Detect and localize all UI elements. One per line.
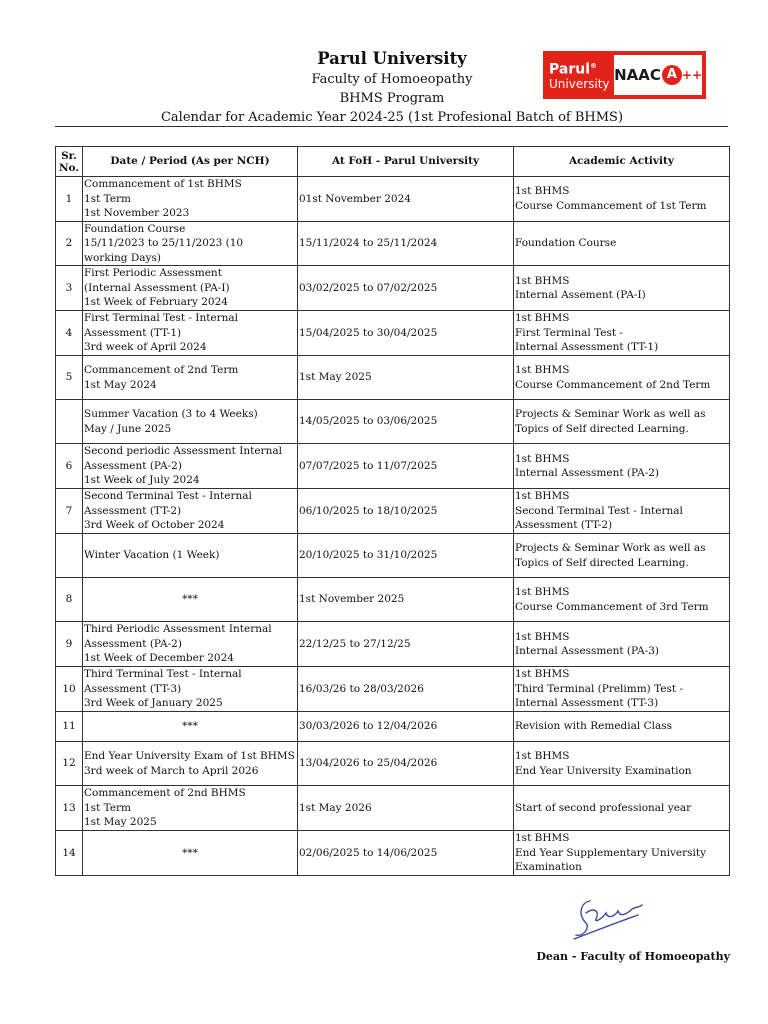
parul-naac-logo	[543, 51, 706, 99]
cell-foh: 13/04/2026 to 25/04/2026	[298, 742, 514, 786]
cell-period-line: End Year University Exam of 1st BHMS	[84, 750, 295, 762]
logo-registered: ®	[590, 61, 598, 70]
cell-period-line: Third Terminal Test - Internal	[84, 668, 242, 681]
cell-activity	[514, 444, 730, 489]
cell-activity-line: Course Commancement of 1st Term	[515, 199, 707, 212]
cell-period	[83, 786, 298, 831]
cell-activity-line: Internal Assessment (TT-1)	[515, 341, 659, 354]
cell-activity-line: Internal Assessment (TT-3)	[515, 697, 659, 710]
cell-period-line: Assessment (PA-2)	[84, 637, 182, 650]
cell-activity-line: 1st BHMS	[515, 586, 570, 598]
cell-activity	[514, 400, 730, 444]
cell-foh: 01st November 2024	[298, 177, 514, 222]
cell-activity	[514, 311, 730, 356]
cell-period-line: First Periodic Assessment	[84, 267, 222, 280]
cell-activity-line: Revision with Remedial Class	[515, 720, 672, 733]
cell-period	[83, 742, 298, 786]
cell-foh: 22/12/25 to 27/12/25	[298, 622, 514, 667]
cell-period-line: Commancement of 2nd BHMS	[84, 787, 246, 800]
cell-period-line: 3rd week of April 2024	[84, 341, 207, 354]
cell-activity-line: Course Commancement of 3rd Term	[515, 600, 709, 613]
cell-activity-line: Projects & Seminar Work as well as	[515, 408, 706, 420]
cell-foh: 16/03/26 to 28/03/2026	[298, 667, 514, 712]
cell-foh: 20/10/2025 to 31/10/2025	[298, 534, 514, 578]
logo-naac: NAAC	[614, 66, 661, 84]
cell-period	[83, 622, 298, 667]
cell-period-line: 1st Week of December 2024	[84, 652, 234, 665]
cell-foh: 03/02/2025 to 07/02/2025	[298, 266, 514, 311]
cell-period-line: 15/11/2023 to 25/11/2023 (10	[84, 237, 244, 249]
cell-activity	[514, 786, 730, 831]
table-row	[56, 400, 730, 444]
table-row	[56, 667, 730, 712]
cell-foh: 06/10/2025 to 18/10/2025	[298, 489, 514, 534]
cell-activity-line: 1st BHMS	[515, 750, 570, 762]
cell-sr: 9	[56, 622, 83, 667]
cell-period-line: ***	[182, 846, 198, 859]
cell-period	[83, 400, 298, 444]
header-divider	[55, 126, 728, 127]
table-row	[56, 356, 730, 400]
cell-foh: 1st May 2026	[298, 786, 514, 831]
logo-grade: A	[662, 65, 682, 85]
cell-activity	[514, 221, 730, 266]
cell-period-line: 1st Week of February 2024	[84, 296, 228, 309]
cell-period-line: Second Terminal Test - Internal	[84, 490, 252, 503]
cell-period-line: ***	[182, 720, 198, 733]
logo-brand: Parul	[549, 61, 591, 78]
cell-activity-line: Second Terminal Test - Internal	[515, 504, 683, 517]
cell-sr: 7	[56, 489, 83, 534]
cell-period-line: First Terminal Test - Internal	[84, 312, 239, 325]
cell-period	[83, 266, 298, 311]
cell-period	[83, 667, 298, 712]
table-row	[56, 444, 730, 489]
cell-activity-line: Internal Assement (PA-I)	[515, 289, 646, 301]
cell-activity-line: 1st BHMS	[515, 490, 570, 503]
cell-activity-line: 1st BHMS	[515, 312, 570, 325]
cell-period-line: May / June 2025	[84, 422, 172, 435]
cell-activity	[514, 266, 730, 311]
cell-activity-line: Projects & Seminar Work as well as	[515, 542, 706, 554]
cell-period-line: 3rd Week of October 2024	[84, 519, 225, 532]
cell-period-line: Winter Vacation (1 Week)	[84, 549, 220, 562]
cell-period-line: ***	[182, 593, 198, 606]
table-row	[56, 742, 730, 786]
column-header-activity: Academic Activity	[514, 147, 730, 177]
cell-activity-line: 1st BHMS	[515, 452, 570, 465]
cell-sr: 1	[56, 177, 83, 222]
table-row	[56, 831, 730, 876]
table-row	[56, 266, 730, 311]
cell-foh: 02/06/2025 to 14/06/2025	[298, 831, 514, 876]
cell-foh: 1st May 2025	[298, 356, 514, 400]
cell-activity-line: Foundation Course	[515, 237, 617, 249]
logo-sub: University	[549, 77, 610, 92]
cell-period-line: 1st Week of July 2024	[84, 474, 200, 487]
cell-period-line: 3rd Week of January 2025	[84, 697, 223, 710]
column-header-period: Date / Period (As per NCH)	[83, 147, 298, 177]
cell-activity-line: Assessment (TT-2)	[515, 519, 613, 532]
cell-foh: 30/03/2026 to 12/04/2026	[298, 712, 514, 742]
university-title: Parul University	[317, 49, 467, 68]
cell-period-line: Third Periodic Assessment Internal	[84, 623, 272, 636]
cell-period-line: Commancement of 2nd Term	[84, 364, 239, 376]
cell-activity-line: Topics of Self directed Learning.	[515, 422, 689, 435]
cell-activity-line: Examination	[515, 861, 582, 874]
cell-period	[83, 444, 298, 489]
cell-activity-line: 1st BHMS	[515, 185, 570, 198]
cell-foh: 14/05/2025 to 03/06/2025	[298, 400, 514, 444]
cell-sr: 10	[56, 667, 83, 712]
cell-period-line: Assessment (TT-3)	[84, 682, 182, 695]
table-row	[56, 534, 730, 578]
logo-plus: ++	[681, 68, 702, 82]
cell-sr: 3	[56, 266, 83, 311]
table-row	[56, 221, 730, 266]
cell-period-line: 1st Term	[84, 192, 132, 205]
cell-period-line: Assessment (TT-1)	[84, 326, 182, 339]
cell-period	[83, 712, 298, 742]
cell-sr: 11	[56, 712, 83, 742]
cell-period	[83, 578, 298, 622]
table-row	[56, 786, 730, 831]
cell-period-line: Foundation Course	[84, 222, 186, 235]
cell-period	[83, 534, 298, 578]
cell-sr: 6	[56, 444, 83, 489]
cell-period-line: 3rd week of March to April 2026	[84, 764, 259, 777]
table-header-row	[56, 147, 730, 177]
column-header-foh: At FoH - Parul University	[298, 147, 514, 177]
dean-signature-label: Dean - Faculty of Homoeopathy	[536, 950, 730, 963]
cell-period	[83, 489, 298, 534]
table-row	[56, 311, 730, 356]
cell-period-line: working Days)	[84, 251, 161, 264]
cell-foh: 1st November 2025	[298, 578, 514, 622]
cell-activity	[514, 578, 730, 622]
cell-activity-line: 1st BHMS	[515, 630, 570, 643]
table-row	[56, 578, 730, 622]
cell-foh: 07/07/2025 to 11/07/2025	[298, 444, 514, 489]
cell-activity-line: Internal Assessment (PA-3)	[515, 645, 660, 657]
cell-activity-line: End Year Supplementary University	[515, 846, 707, 859]
cell-period-line: 1st November 2023	[84, 207, 190, 219]
cell-activity-line: Internal Assessment (PA-2)	[515, 467, 660, 479]
table-row	[56, 712, 730, 742]
cell-activity	[514, 489, 730, 534]
cell-period	[83, 177, 298, 222]
cell-activity-line: 1st BHMS	[515, 364, 570, 376]
cell-activity	[514, 712, 730, 742]
table-row	[56, 177, 730, 222]
cell-foh: 15/04/2025 to 30/04/2025	[298, 311, 514, 356]
cell-period	[83, 221, 298, 266]
cell-sr: 13	[56, 786, 83, 831]
cell-activity	[514, 534, 730, 578]
cell-period-line: Assessment (PA-2)	[84, 459, 182, 472]
column-header-sr: Sr. No.	[56, 147, 83, 177]
calendar-title: Calendar for Academic Year 2024-25 (1st Profesional Batch of BHMS)	[160, 110, 624, 125]
cell-activity-line: Topics of Self directed Learning.	[515, 556, 689, 569]
cell-sr	[56, 534, 83, 578]
cell-activity-line: End Year University Examination	[515, 764, 692, 777]
signature-icon	[560, 893, 660, 943]
cell-foh: 15/11/2024 to 25/11/2024	[298, 221, 514, 266]
cell-activity-line: First Terminal Test -	[515, 326, 623, 339]
cell-activity	[514, 742, 730, 786]
cell-period-line: Assessment (TT-2)	[84, 504, 182, 517]
cell-sr: 2	[56, 221, 83, 266]
cell-sr: 8	[56, 578, 83, 622]
cell-activity	[514, 622, 730, 667]
cell-activity	[514, 831, 730, 876]
cell-activity-line: Start of second professional year	[515, 801, 692, 814]
cell-period	[83, 831, 298, 876]
table-row	[56, 489, 730, 534]
cell-activity	[514, 356, 730, 400]
cell-sr: 4	[56, 311, 83, 356]
cell-period-line: 1st May 2025	[84, 816, 157, 829]
program-name: BHMS Program	[339, 91, 445, 106]
cell-activity-line: 1st BHMS	[515, 832, 570, 845]
cell-activity	[514, 667, 730, 712]
cell-period	[83, 311, 298, 356]
cell-activity-line: Third Terminal (Prelimm) Test -	[515, 682, 684, 695]
cell-sr: 14	[56, 831, 83, 876]
cell-activity-line: 1st BHMS	[515, 274, 570, 287]
faculty-name: Faculty of Homoeopathy	[311, 72, 473, 87]
cell-period-line: (Internal Assessment (PA-I)	[84, 281, 230, 294]
cell-sr	[56, 400, 83, 444]
academic-calendar-table	[55, 146, 730, 876]
cell-activity-line: 1st BHMS	[515, 668, 570, 681]
cell-activity-line: Course Commancement of 2nd Term	[515, 378, 711, 391]
cell-period-line: 1st Term	[84, 801, 132, 814]
cell-activity	[514, 177, 730, 222]
cell-period-line: Second periodic Assessment Internal	[84, 445, 282, 458]
cell-period-line: 1st May 2024	[84, 378, 157, 391]
cell-sr: 5	[56, 356, 83, 400]
cell-sr: 12	[56, 742, 83, 786]
table-row	[56, 622, 730, 667]
cell-period	[83, 356, 298, 400]
cell-period-line: Commancement of 1st BHMS	[84, 178, 242, 190]
cell-period-line: Summer Vacation (3 to 4 Weeks)	[84, 408, 258, 420]
